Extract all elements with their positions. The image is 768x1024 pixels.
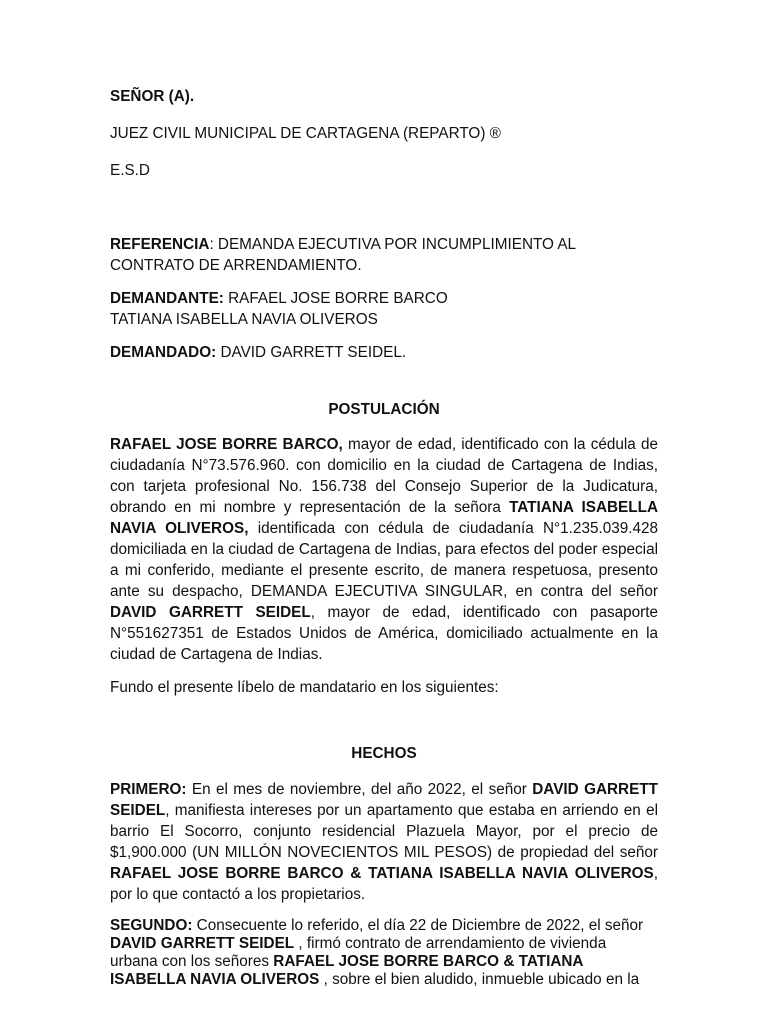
segundo-label: SEGUNDO: [110, 917, 193, 934]
referencia [110, 234, 658, 276]
primero-text-2: , manifiesta intereses por un apartamento que estaba en arriendo en el barrio El Socorro, conjunto residencial Plazuela Mayor, por el precio de $1,900.000 (UN MILLÓN NOVECIENTOS MIL PESOS) de propiedad del señor [110, 802, 658, 861]
primero-defendant-name: DAVID GARRETT SEIDEL [110, 781, 658, 819]
primero-label: PRIMERO: [110, 781, 187, 798]
postulacion-heading: POSTULACIÓN [328, 401, 440, 418]
primero-text-1: En el mes de noviembre, del año 2022, el señor [186, 781, 533, 798]
postulacion-text-3: , mayor de edad, identificado con pasaporte N°551627351 de Estados Unidos de América, domiciliado actualmente en la ciudad de Cartagena de Indias. [110, 604, 658, 663]
primero-owners-names: RAFAEL JOSE BORRE BARCO & TATIANA ISABELLA NAVIA OLIVEROS [110, 865, 654, 882]
demandado-name: DAVID GARRETT SEIDEL. [216, 344, 407, 361]
hecho-segundo [110, 917, 658, 989]
postulacion-closing: Fundo el presente líbelo de mandatario en los siguientes: [110, 679, 499, 696]
referencia-text: : DEMANDA EJECUTIVA POR INCUMPLIMIENTO AL CONTRATO DE ARRENDAMIENTO. [110, 236, 576, 274]
postulacion-text-1: mayor de edad, identificado con la cédula de ciudadanía N°73.576.960. con domicilio en la ciudad de Cartagena de Indias, con tarjeta profesional No. 156.738 del Consejo Superior de la Judicatura, obrando en mi nombre y representación de la señora [110, 436, 658, 516]
demandante [110, 288, 658, 330]
segundo-defendant-name: DAVID GARRETT SEIDEL [110, 935, 295, 952]
segundo-text-1: Consecuente lo referido, el día 22 de Diciembre de 2022, el señor [192, 917, 644, 934]
postulacion-paragraph [110, 434, 658, 665]
demandante-label: DEMANDANTE: [110, 290, 224, 307]
defendant-name: DAVID GARRETT SEIDEL [110, 604, 311, 621]
referencia-label: REFERENCIA [110, 236, 210, 253]
demandado-label: DEMANDADO: [110, 344, 217, 361]
court-name: JUEZ CIVIL MUNICIPAL DE CARTAGENA (REPARTO) ® [110, 125, 501, 142]
segundo-owners-names: RAFAEL JOSE BORRE BARCO & TATIANA ISABELLA NAVIA OLIVEROS [110, 953, 583, 988]
demandado [110, 342, 658, 363]
co-plaintiff-name: TATIANA ISABELLA NAVIA OLIVEROS, [110, 499, 658, 537]
esd: E.S.D [110, 162, 150, 179]
demandante-name-1: RAFAEL JOSE BORRE BARCO [223, 290, 448, 307]
hechos-heading: HECHOS [351, 745, 417, 762]
addressee: SEÑOR (A). [110, 88, 195, 105]
plaintiff-name: RAFAEL JOSE BORRE BARCO, [110, 436, 343, 453]
primero-text-3: , por lo que contactó a los propietarios. [110, 865, 658, 903]
postulacion-text-2: identificada con cédula de ciudadanía N°1.235.039.428 domiciliada en la ciudad de Cartagena de Indias, para efectos del poder especial a mi conferido, mediante el presente escrito, de manera respetuosa, presento ante su despacho, DEMANDA EJECUTIVA SINGULAR, en contra del señor [110, 520, 658, 600]
segundo-text-2: , firmó contrato de arrendamiento de vivienda urbana con los señores [110, 935, 607, 970]
demandante-name-2: TATIANA ISABELLA NAVIA OLIVEROS [110, 311, 378, 328]
segundo-text-3: , sobre el bien aludido, inmueble ubicado en la [319, 971, 640, 988]
hecho-primero [110, 779, 658, 905]
